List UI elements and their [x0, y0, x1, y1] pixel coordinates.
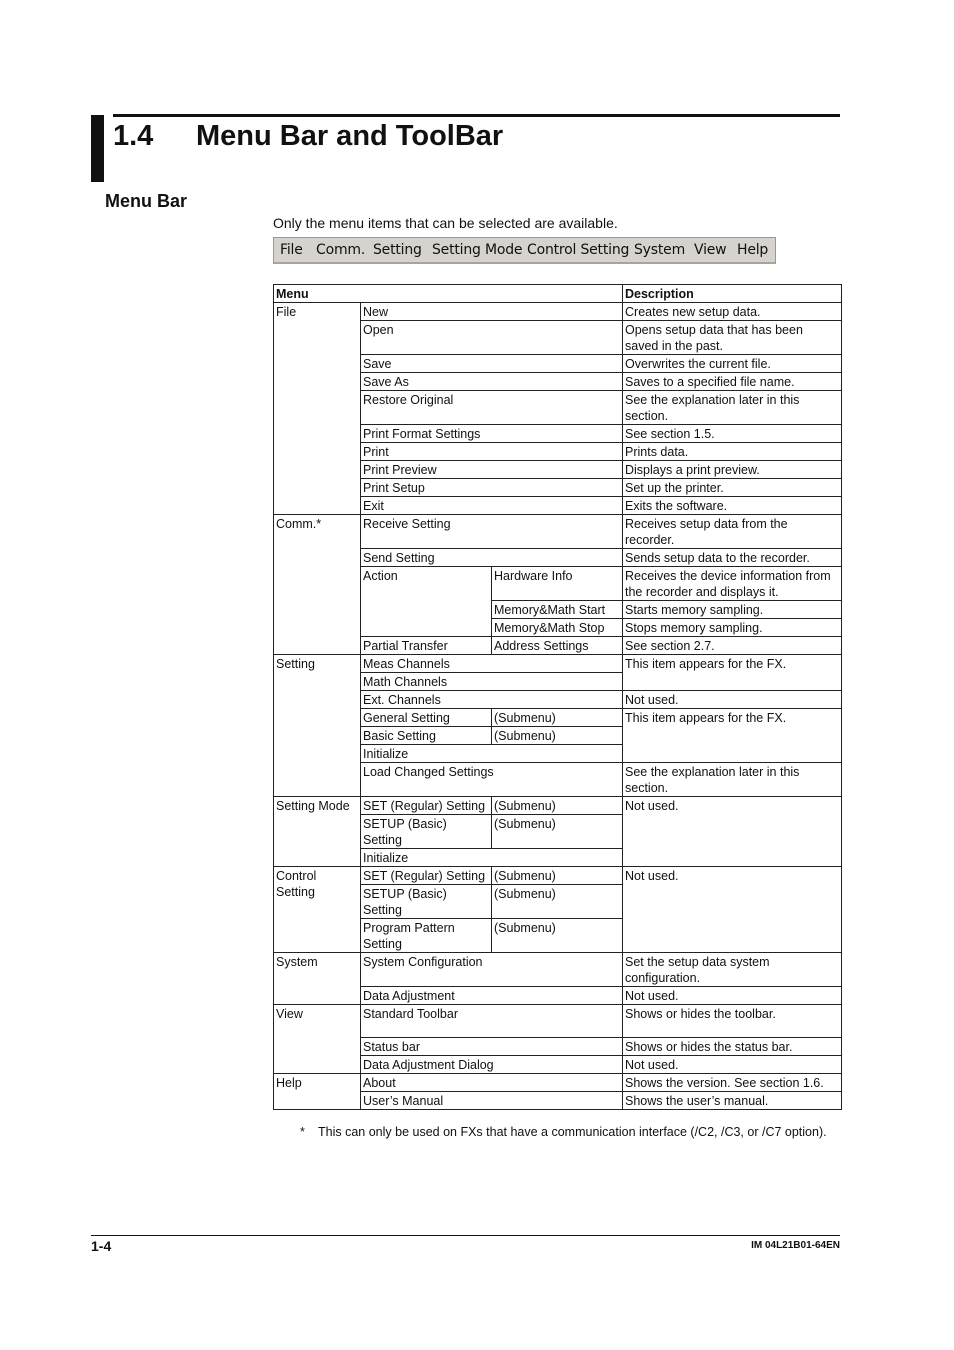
subitem-cell: (Submenu) [492, 867, 623, 885]
desc-cell: Not used. [623, 867, 842, 953]
group-setting-mode: Setting Mode [274, 797, 361, 867]
desc-cell: Not used. [623, 1056, 842, 1074]
header-description: Description [623, 285, 842, 303]
footnote-mark: * [300, 1125, 305, 1139]
desc-cell: Shows or hides the status bar. [623, 1038, 842, 1056]
subitem-cell: Hardware Info [492, 567, 623, 601]
group-setting: Setting [274, 655, 361, 797]
group-system: System [274, 953, 361, 1005]
subitem-cell: (Submenu) [492, 815, 623, 849]
subitem-cell: (Submenu) [492, 727, 623, 745]
menu-table [273, 284, 842, 1110]
subsection-title: Menu Bar [105, 191, 188, 211]
desc-cell: Prints data. [623, 443, 842, 461]
item-cell: System Configuration [361, 953, 623, 987]
desc-cell: Not used. [623, 797, 842, 867]
menu-view: View [694, 242, 727, 258]
table-header-row [274, 285, 842, 303]
item-cell: Math Channels [361, 673, 623, 691]
menu-file: File [280, 242, 303, 258]
table-row [274, 515, 842, 549]
group-control-setting: Control Setting [274, 867, 361, 953]
desc-cell: Saves to a specified file name. [623, 373, 842, 391]
subitem-cell: Memory&Math Stop [492, 619, 623, 637]
desc-cell: Creates new setup data. [623, 303, 842, 321]
item-cell: New [361, 303, 623, 321]
item-cell: Print Format Settings [361, 425, 623, 443]
desc-cell: Shows the version. See section 1.6. [623, 1074, 842, 1092]
desc-cell: See section 2.7. [623, 637, 842, 655]
menu-setting-mode: Setting Mode [432, 242, 523, 258]
table-row [274, 655, 842, 673]
desc-cell: Exits the software. [623, 497, 842, 515]
section-number: 1.4 [113, 120, 154, 152]
desc-cell: This item appears for the FX. [623, 709, 842, 763]
menu-bar-screenshot [273, 237, 776, 264]
item-cell: Open [361, 321, 623, 355]
header-menu: Menu [274, 285, 623, 303]
item-cell: SETUP (Basic) Setting [361, 815, 492, 849]
desc-cell: Stops memory sampling. [623, 619, 842, 637]
table-row [274, 1005, 842, 1038]
item-cell: SETUP (Basic) Setting [361, 885, 492, 919]
item-cell: Meas Channels [361, 655, 623, 673]
item-cell: Standard Toolbar [361, 1005, 623, 1038]
item-cell: Data Adjustment [361, 987, 623, 1005]
intro-text: Only the menu items that can be selected are available. [273, 215, 618, 231]
desc-cell: Shows the user’s manual. [623, 1092, 842, 1110]
desc-cell: See the explanation later in this section. [623, 391, 842, 425]
menu-help: Help [737, 242, 769, 258]
item-cell: Ext. Channels [361, 691, 623, 709]
group-view: View [274, 1005, 361, 1074]
table-row [274, 1074, 842, 1092]
footer-rule [91, 1235, 840, 1236]
table-row [274, 303, 842, 321]
desc-cell: This item appears for the FX. [623, 655, 842, 691]
item-cell: SET (Regular) Setting [361, 797, 492, 815]
subitem-cell: (Submenu) [492, 797, 623, 815]
item-cell: Receive Setting [361, 515, 623, 549]
subitem-cell: (Submenu) [492, 919, 623, 953]
item-cell: Print [361, 443, 623, 461]
menu-comm: Comm. [316, 242, 366, 258]
subitem-cell: Address Settings [492, 637, 623, 655]
desc-cell: Starts memory sampling. [623, 601, 842, 619]
item-cell: Save [361, 355, 623, 373]
desc-cell: Overwrites the current file. [623, 355, 842, 373]
menu-system: System [634, 242, 686, 258]
desc-cell: Not used. [623, 987, 842, 1005]
table-row [274, 797, 842, 815]
desc-cell: Set up the printer. [623, 479, 842, 497]
item-cell: SET (Regular) Setting [361, 867, 492, 885]
menu-setting: Setting [373, 242, 422, 258]
document-id: IM 04L21B01-64EN [751, 1240, 840, 1251]
desc-cell: Receives setup data from the recorder. [623, 515, 842, 549]
table-row [274, 867, 842, 885]
item-cell: Print Preview [361, 461, 623, 479]
page-number: 1-4 [91, 1238, 112, 1254]
table-row [274, 953, 842, 987]
item-cell: Basic Setting [361, 727, 492, 745]
item-cell: Restore Original [361, 391, 623, 425]
item-cell: Status bar [361, 1038, 623, 1056]
section-marker-bar [91, 115, 104, 182]
menu-control-setting: Control Setting [527, 242, 630, 258]
group-comm: Comm.* [274, 515, 361, 655]
item-cell: Partial Transfer [361, 637, 492, 655]
item-cell: Action [361, 567, 492, 637]
subitem-cell: (Submenu) [492, 709, 623, 727]
item-cell: Save As [361, 373, 623, 391]
group-help: Help [274, 1074, 361, 1110]
desc-cell: Receives the device information from the recorder and displays it. [623, 567, 842, 601]
section-title: Menu Bar and ToolBar [196, 120, 504, 152]
item-cell: Program Pattern Setting [361, 919, 492, 953]
item-cell: About [361, 1074, 623, 1092]
desc-cell: Not used. [623, 691, 842, 709]
group-file: File [274, 303, 361, 515]
item-cell: Exit [361, 497, 623, 515]
desc-cell: See the explanation later in this section. [623, 763, 842, 797]
subitem-cell: (Submenu) [492, 885, 623, 919]
desc-cell: Shows or hides the toolbar. [623, 1005, 842, 1038]
item-cell: User’s Manual [361, 1092, 623, 1110]
desc-cell: Opens setup data that has been saved in the past. [623, 321, 842, 355]
footnote-text: This can only be used on FXs that have a communication interface (/C2, /C3, or /C7 option). [318, 1125, 827, 1139]
desc-cell: Displays a print preview. [623, 461, 842, 479]
subitem-cell: Memory&Math Start [492, 601, 623, 619]
item-cell: Print Setup [361, 479, 623, 497]
item-cell: Initialize [361, 849, 623, 867]
desc-cell: See section 1.5. [623, 425, 842, 443]
item-cell: Initialize [361, 745, 623, 763]
item-cell: Send Setting [361, 549, 623, 567]
item-cell: Data Adjustment Dialog [361, 1056, 623, 1074]
desc-cell: Sends setup data to the recorder. [623, 549, 842, 567]
item-cell: General Setting [361, 709, 492, 727]
desc-cell: Set the setup data system configuration. [623, 953, 842, 987]
item-cell: Load Changed Settings [361, 763, 623, 797]
section-rule [113, 114, 840, 117]
